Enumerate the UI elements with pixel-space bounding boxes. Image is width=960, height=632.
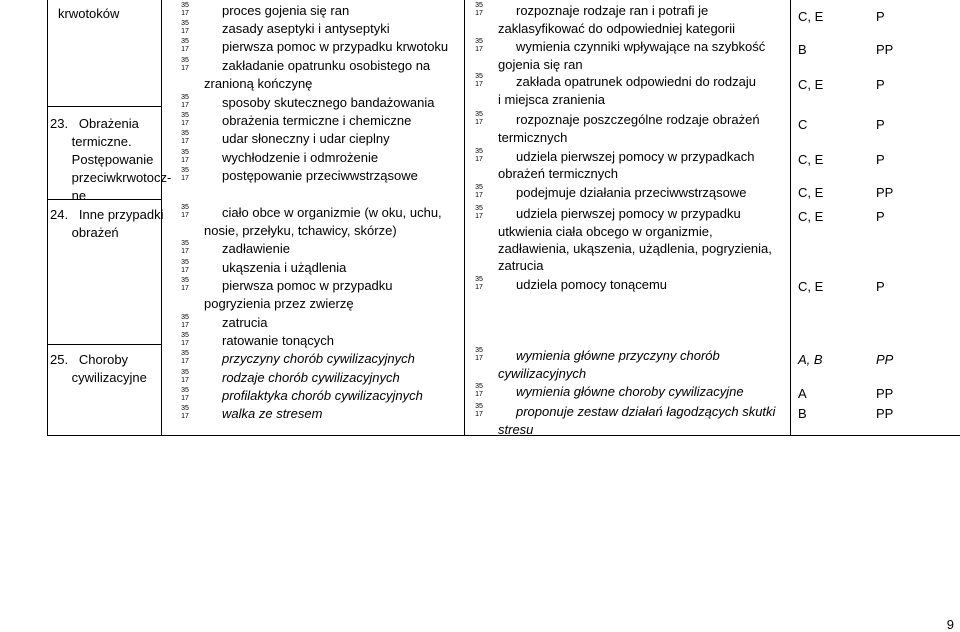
level-code: P bbox=[876, 77, 885, 92]
list-marker-icon: 35 17 bbox=[181, 240, 189, 255]
content-line: profilaktyka chorób cywilizacyjnych bbox=[222, 388, 423, 403]
level-code: P bbox=[876, 209, 885, 224]
column-divider-2 bbox=[464, 0, 465, 436]
page-number: 9 bbox=[946, 617, 954, 632]
level-code: P bbox=[876, 9, 885, 24]
outcome-line: zakłada opatrunek odpowiedni do rodzaju bbox=[516, 74, 756, 89]
list-marker-icon: 35 17 bbox=[475, 38, 483, 53]
outcome-line: udziela pierwszej pomocy w przypadku bbox=[516, 206, 741, 221]
content-line: rodzaje chorób cywilizacyjnych bbox=[222, 370, 400, 385]
section-title-line: przeciwkrwotocz- bbox=[50, 170, 172, 185]
content-line: pogryzienia przez zwierzę bbox=[204, 296, 354, 311]
list-marker-icon: 35 17 bbox=[475, 111, 483, 126]
row-divider-1 bbox=[47, 106, 161, 107]
list-marker-icon: 35 17 bbox=[181, 112, 189, 127]
list-marker-icon: 35 17 bbox=[475, 276, 483, 291]
level-code: P bbox=[876, 117, 885, 132]
section-title-line: krwotoków bbox=[58, 6, 120, 21]
content-line: ciało obce w organizmie (w oku, uchu, bbox=[222, 205, 442, 220]
outcome-line: utkwienia ciała obcego w organizmie, bbox=[498, 224, 713, 239]
content-line: wychłodzenie i odmrożenie bbox=[222, 150, 379, 165]
category-code: C, E bbox=[798, 185, 824, 200]
content-line: proces gojenia się ran bbox=[222, 3, 350, 18]
list-marker-icon: 35 17 bbox=[181, 277, 189, 292]
content-line: przyczyny chorób cywilizacyjnych bbox=[222, 351, 415, 366]
outcome-line: stresu bbox=[498, 422, 534, 437]
list-marker-icon: 35 17 bbox=[181, 314, 189, 329]
category-code: B bbox=[798, 42, 807, 57]
level-code: P bbox=[876, 152, 885, 167]
level-code: PP bbox=[876, 386, 894, 401]
content-line: sposoby skutecznego bandażowania bbox=[222, 95, 435, 110]
category-code: C, E bbox=[798, 77, 824, 92]
content-line: pierwsza pomoc w przypadku bbox=[222, 278, 393, 293]
outcome-line: udziela pomocy tonącemu bbox=[516, 277, 668, 292]
outcome-line: cywilizacyjnych bbox=[498, 366, 587, 381]
list-marker-icon: 35 17 bbox=[475, 347, 483, 362]
category-code: C, E bbox=[798, 9, 824, 24]
outcome-line: termicznych bbox=[498, 130, 568, 145]
section-title-line: 24. Inne przypadki bbox=[50, 207, 164, 222]
level-code: P bbox=[876, 279, 885, 294]
content-line: zadławienie bbox=[222, 241, 290, 256]
section-title-line: obrażeń bbox=[50, 225, 119, 240]
outcome-line: i miejsca zranienia bbox=[498, 92, 605, 107]
category-code: A, B bbox=[798, 352, 823, 367]
level-code: PP bbox=[876, 42, 894, 57]
list-marker-icon: 35 17 bbox=[475, 383, 483, 398]
list-marker-icon: 35 17 bbox=[475, 148, 483, 163]
outcome-line: udziela pierwszej pomocy w przypadkach bbox=[516, 149, 755, 164]
level-code: PP bbox=[876, 352, 894, 367]
list-marker-icon: 35 17 bbox=[475, 73, 483, 88]
list-marker-icon: 35 17 bbox=[181, 259, 189, 274]
outcome-line: rozpoznaje poszczególne rodzaje obrażeń bbox=[516, 112, 760, 127]
outcome-line: obrażeń termicznych bbox=[498, 166, 618, 181]
list-marker-icon: 35 17 bbox=[475, 184, 483, 199]
list-marker-icon: 35 17 bbox=[181, 94, 189, 109]
content-line: zatrucia bbox=[222, 315, 268, 330]
outcome-line: zatrucia bbox=[498, 258, 544, 273]
section-title-line: Postępowanie bbox=[50, 152, 154, 167]
content-line: obrażenia termiczne i chemiczne bbox=[222, 113, 412, 128]
content-line: pierwsza pomoc w przypadku krwotoku bbox=[222, 39, 449, 54]
section-title-line: cywilizacyjne bbox=[50, 370, 147, 385]
content-line: zakładanie opatrunku osobistego na bbox=[222, 58, 431, 73]
section-title-line: ne bbox=[50, 188, 87, 203]
list-marker-icon: 35 17 bbox=[181, 369, 189, 384]
outcome-line: rozpoznaje rodzaje ran i potrafi je bbox=[516, 3, 709, 18]
list-marker-icon: 35 17 bbox=[181, 167, 189, 182]
section-title-line: 25. Choroby bbox=[50, 352, 129, 367]
outcome-line: zadławienia, ukąszenia, użądlenia, pogryzienia, bbox=[498, 241, 772, 256]
content-line: ukąszenia i użądlenia bbox=[222, 260, 347, 275]
section-title-line: 23. Obrażenia bbox=[50, 116, 139, 131]
outcome-line: wymienia główne przyczyny chorób bbox=[516, 348, 720, 363]
list-marker-icon: 35 17 bbox=[181, 204, 189, 219]
list-marker-icon: 35 17 bbox=[181, 332, 189, 347]
outcome-line: wymienia główne choroby cywilizacyjne bbox=[516, 384, 744, 399]
list-marker-icon: 35 17 bbox=[475, 205, 483, 220]
category-code: C bbox=[798, 117, 808, 132]
column-divider-3 bbox=[790, 0, 791, 436]
table-border-left bbox=[47, 0, 48, 436]
list-marker-icon: 35 17 bbox=[181, 350, 189, 365]
outcome-line: gojenia się ran bbox=[498, 57, 583, 72]
content-line: postępowanie przeciwwstrząsowe bbox=[222, 168, 418, 183]
category-code: C, E bbox=[798, 152, 824, 167]
content-line: walka ze stresem bbox=[222, 406, 323, 421]
list-marker-icon: 35 17 bbox=[181, 38, 189, 53]
outcome-line: wymienia czynniki wpływające na szybkość bbox=[516, 39, 766, 54]
content-line: nosie, przełyku, tchawicy, skórze) bbox=[204, 223, 397, 238]
category-code: C, E bbox=[798, 209, 824, 224]
outcome-line: podejmuje działania przeciwwstrząsowe bbox=[516, 185, 747, 200]
list-marker-icon: 35 17 bbox=[475, 403, 483, 418]
list-marker-icon: 35 17 bbox=[181, 2, 189, 17]
list-marker-icon: 35 17 bbox=[181, 149, 189, 164]
section-title-line: termiczne. bbox=[50, 134, 132, 149]
list-marker-icon: 35 17 bbox=[181, 20, 189, 35]
level-code: PP bbox=[876, 406, 894, 421]
level-code: PP bbox=[876, 185, 894, 200]
outcome-line: proponuje zestaw działań łagodzących skutki bbox=[516, 404, 776, 419]
outcome-line: zaklasyfikować do odpowiedniej kategorii bbox=[498, 21, 736, 36]
list-marker-icon: 35 17 bbox=[181, 405, 189, 420]
content-line: udar słoneczny i udar cieplny bbox=[222, 131, 390, 146]
content-line: zranioną kończynę bbox=[204, 76, 313, 91]
list-marker-icon: 35 17 bbox=[181, 130, 189, 145]
category-code: B bbox=[798, 406, 807, 421]
list-marker-icon: 35 17 bbox=[181, 57, 189, 72]
list-marker-icon: 35 17 bbox=[475, 2, 483, 17]
category-code: C, E bbox=[798, 279, 824, 294]
content-line: zasady aseptyki i antyseptyki bbox=[222, 21, 390, 36]
list-marker-icon: 35 17 bbox=[181, 387, 189, 402]
content-line: ratowanie tonących bbox=[222, 333, 335, 348]
category-code: A bbox=[798, 386, 807, 401]
row-divider-3 bbox=[47, 344, 161, 345]
